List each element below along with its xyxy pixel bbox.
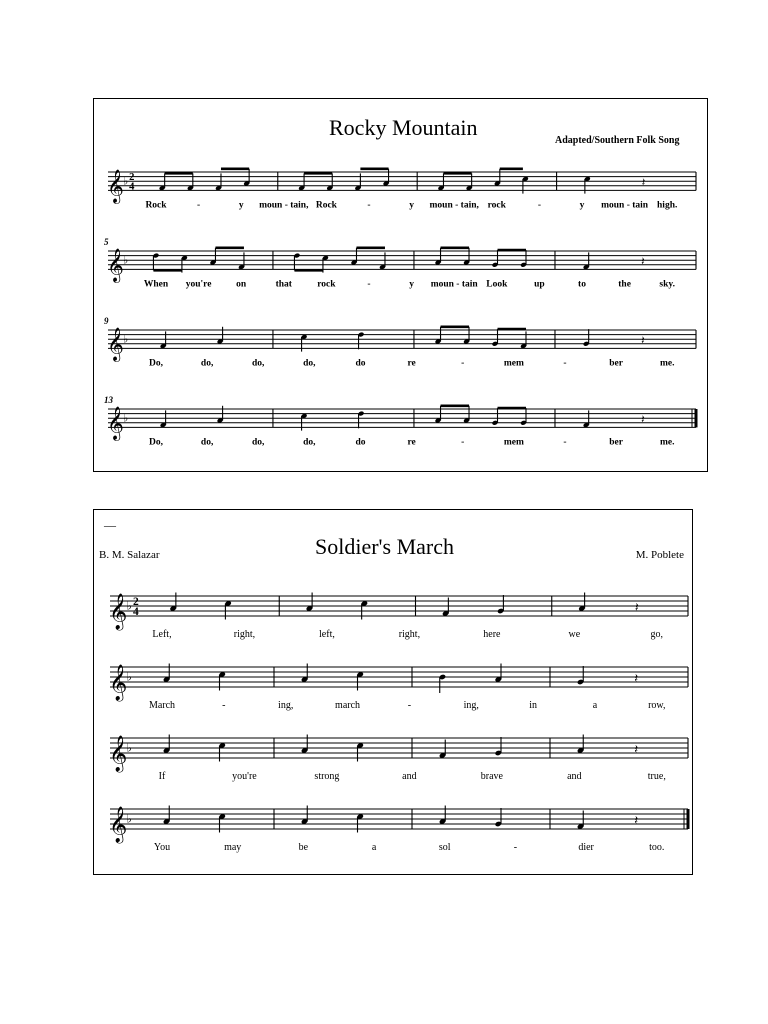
- lyric-syllable: -: [513, 842, 518, 853]
- treble-clef-icon: 𝄞: [109, 735, 128, 772]
- score-rocky-mountain: [94, 99, 707, 471]
- lyric-syllable: -: [537, 200, 541, 211]
- lyric-syllable: do: [355, 358, 366, 369]
- lyric-syllable: right,: [233, 629, 256, 640]
- sheet-soldiers-march: [93, 509, 693, 875]
- lyric-syllable: -: [367, 279, 371, 290]
- key-flat-icon: ♭: [126, 740, 132, 755]
- lyric-syllable: high.: [657, 200, 678, 211]
- lyric-syllable: You: [153, 842, 171, 853]
- lyric-syllable: do,: [303, 437, 316, 448]
- lyric-syllable: that: [275, 279, 292, 290]
- quarter-rest-icon: 𝄽: [641, 253, 645, 268]
- lyric-syllable: dier: [578, 842, 594, 853]
- quarter-rest-icon: 𝄽: [641, 332, 645, 347]
- lyric-syllable: here: [483, 629, 501, 640]
- quarter-rest-icon: 𝄽: [641, 174, 646, 189]
- lyric-syllable: may: [224, 842, 242, 853]
- lyric-syllable: -: [461, 437, 465, 448]
- treble-clef-icon: 𝄞: [107, 406, 124, 440]
- time-signature-top: 2: [129, 172, 135, 184]
- key-flat-icon: ♭: [123, 175, 129, 188]
- quarter-rest-icon: 𝄽: [634, 670, 639, 685]
- lyric-syllable: mem: [503, 358, 524, 369]
- lyric-syllable: Do,: [149, 437, 163, 448]
- lyric-syllable: rock: [317, 279, 336, 290]
- lyric-syllable: moun - tain: [601, 200, 649, 211]
- lyric-syllable: mem: [503, 437, 524, 448]
- lyric-syllable: y: [238, 200, 244, 211]
- lyric-syllable: Do,: [149, 358, 163, 369]
- treble-clef-icon: 𝄞: [107, 248, 124, 282]
- lyric-syllable: do,: [252, 358, 265, 369]
- lyric-syllable: do: [355, 437, 366, 448]
- lyric-syllable: too.: [649, 842, 665, 853]
- quarter-rest-icon: 𝄽: [634, 812, 639, 827]
- lyric-syllable: a: [371, 842, 377, 853]
- lyric-syllable: up: [534, 279, 545, 290]
- lyric-syllable: go,: [650, 629, 664, 640]
- lyric-syllable: Left,: [152, 629, 172, 640]
- key-flat-icon: ♭: [123, 254, 129, 267]
- lyric-syllable: do,: [252, 437, 265, 448]
- treble-clef-icon: 𝄞: [107, 327, 124, 361]
- key-flat-icon: ♭: [123, 333, 129, 346]
- lyric-syllable: and: [402, 771, 417, 782]
- lyric-syllable: Rock: [145, 200, 167, 211]
- lyric-syllable: re: [407, 358, 416, 369]
- key-flat-icon: ♭: [126, 811, 132, 826]
- key-flat-icon: ♭: [126, 598, 132, 613]
- score-soldiers-march: [94, 510, 692, 874]
- lyric-syllable: brave: [480, 771, 503, 782]
- lyric-syllable: -: [197, 200, 201, 211]
- lyric-syllable: do,: [303, 358, 316, 369]
- lyric-syllable: and: [567, 771, 582, 782]
- lyric-syllable: me.: [659, 437, 675, 448]
- time-signature-bottom: 4: [133, 606, 139, 618]
- lyric-syllable: -: [563, 437, 567, 448]
- measure-number: 5: [104, 237, 109, 248]
- lyric-syllable: -: [367, 200, 371, 211]
- lyric-syllable: be: [298, 842, 309, 853]
- lyric-syllable: March: [148, 700, 176, 711]
- treble-clef-icon: 𝄞: [109, 593, 128, 630]
- lyric-syllable: sol: [438, 842, 451, 853]
- lyric-syllable: y: [409, 200, 414, 211]
- lyric-syllable: you're: [185, 279, 212, 290]
- lyric-syllable: -: [407, 700, 412, 711]
- lyric-syllable: do,: [200, 437, 214, 448]
- lyric-syllable: When: [143, 279, 169, 290]
- key-flat-icon: ♭: [123, 412, 129, 425]
- lyric-syllable: Look: [486, 279, 508, 290]
- lyric-syllable: true,: [647, 771, 666, 782]
- lyric-syllable: right,: [398, 629, 421, 640]
- time-signature-top: 2: [133, 596, 139, 608]
- lyric-syllable: moun - tain,: [259, 200, 309, 211]
- lyric-syllable: y: [409, 279, 414, 290]
- lyric-syllable: ber: [609, 437, 623, 448]
- treble-clef-icon: 𝄞: [107, 169, 124, 203]
- lyric-syllable: strong: [314, 771, 340, 782]
- lyric-syllable: in: [529, 700, 537, 711]
- lyric-syllable: the: [618, 279, 631, 290]
- lyric-syllable: Rock: [315, 200, 337, 211]
- time-signature-bottom: 4: [129, 181, 135, 193]
- lyric-syllable: row,: [648, 700, 666, 711]
- lyric-syllable: moun - tain: [430, 279, 478, 290]
- lyric-syllable: on: [236, 279, 247, 290]
- lyric-syllable: -: [563, 358, 567, 369]
- song-credit: Adapted/Southern Folk Song: [555, 135, 680, 146]
- song-title: Rocky Mountain: [329, 115, 478, 140]
- song-title: Soldier's March: [315, 534, 454, 559]
- lyric-syllable: you're: [232, 771, 257, 782]
- lyric-syllable: a: [592, 700, 598, 711]
- lyric-syllable: ber: [609, 358, 623, 369]
- quarter-rest-icon: 𝄽: [634, 741, 639, 756]
- lyric-syllable: If: [158, 771, 166, 782]
- measure-number: 13: [104, 395, 113, 406]
- lyric-syllable: left,: [319, 629, 335, 640]
- treble-clef-icon: 𝄞: [109, 664, 128, 701]
- lyric-syllable: rock: [487, 200, 506, 211]
- lyric-syllable: moun - tain,: [429, 200, 479, 211]
- lyric-syllable: to: [578, 279, 586, 290]
- lyricist-credit: B. M. Salazar: [99, 549, 160, 561]
- lyric-syllable: -: [461, 358, 465, 369]
- treble-clef-icon: 𝄞: [109, 806, 128, 843]
- quarter-rest-icon: 𝄽: [641, 411, 645, 426]
- quarter-rest-icon: 𝄽: [634, 599, 639, 614]
- composer-credit: M. Poblete: [635, 549, 684, 561]
- lyric-syllable: we: [568, 629, 581, 640]
- key-flat-icon: ♭: [126, 669, 132, 684]
- lyric-syllable: re: [407, 437, 416, 448]
- lyric-syllable: -: [222, 700, 226, 711]
- lyric-syllable: march: [335, 700, 361, 711]
- lyric-syllable: y: [579, 200, 585, 211]
- lyric-syllable: ing,: [463, 700, 479, 711]
- corner-mark: —: [104, 518, 116, 532]
- lyric-syllable: do,: [200, 358, 214, 369]
- measure-number: 9: [104, 316, 109, 327]
- lyric-syllable: ing,: [278, 700, 294, 711]
- lyric-syllable: sky.: [659, 279, 675, 290]
- lyric-syllable: me.: [659, 358, 675, 369]
- sheet-rocky-mountain: [93, 98, 708, 472]
